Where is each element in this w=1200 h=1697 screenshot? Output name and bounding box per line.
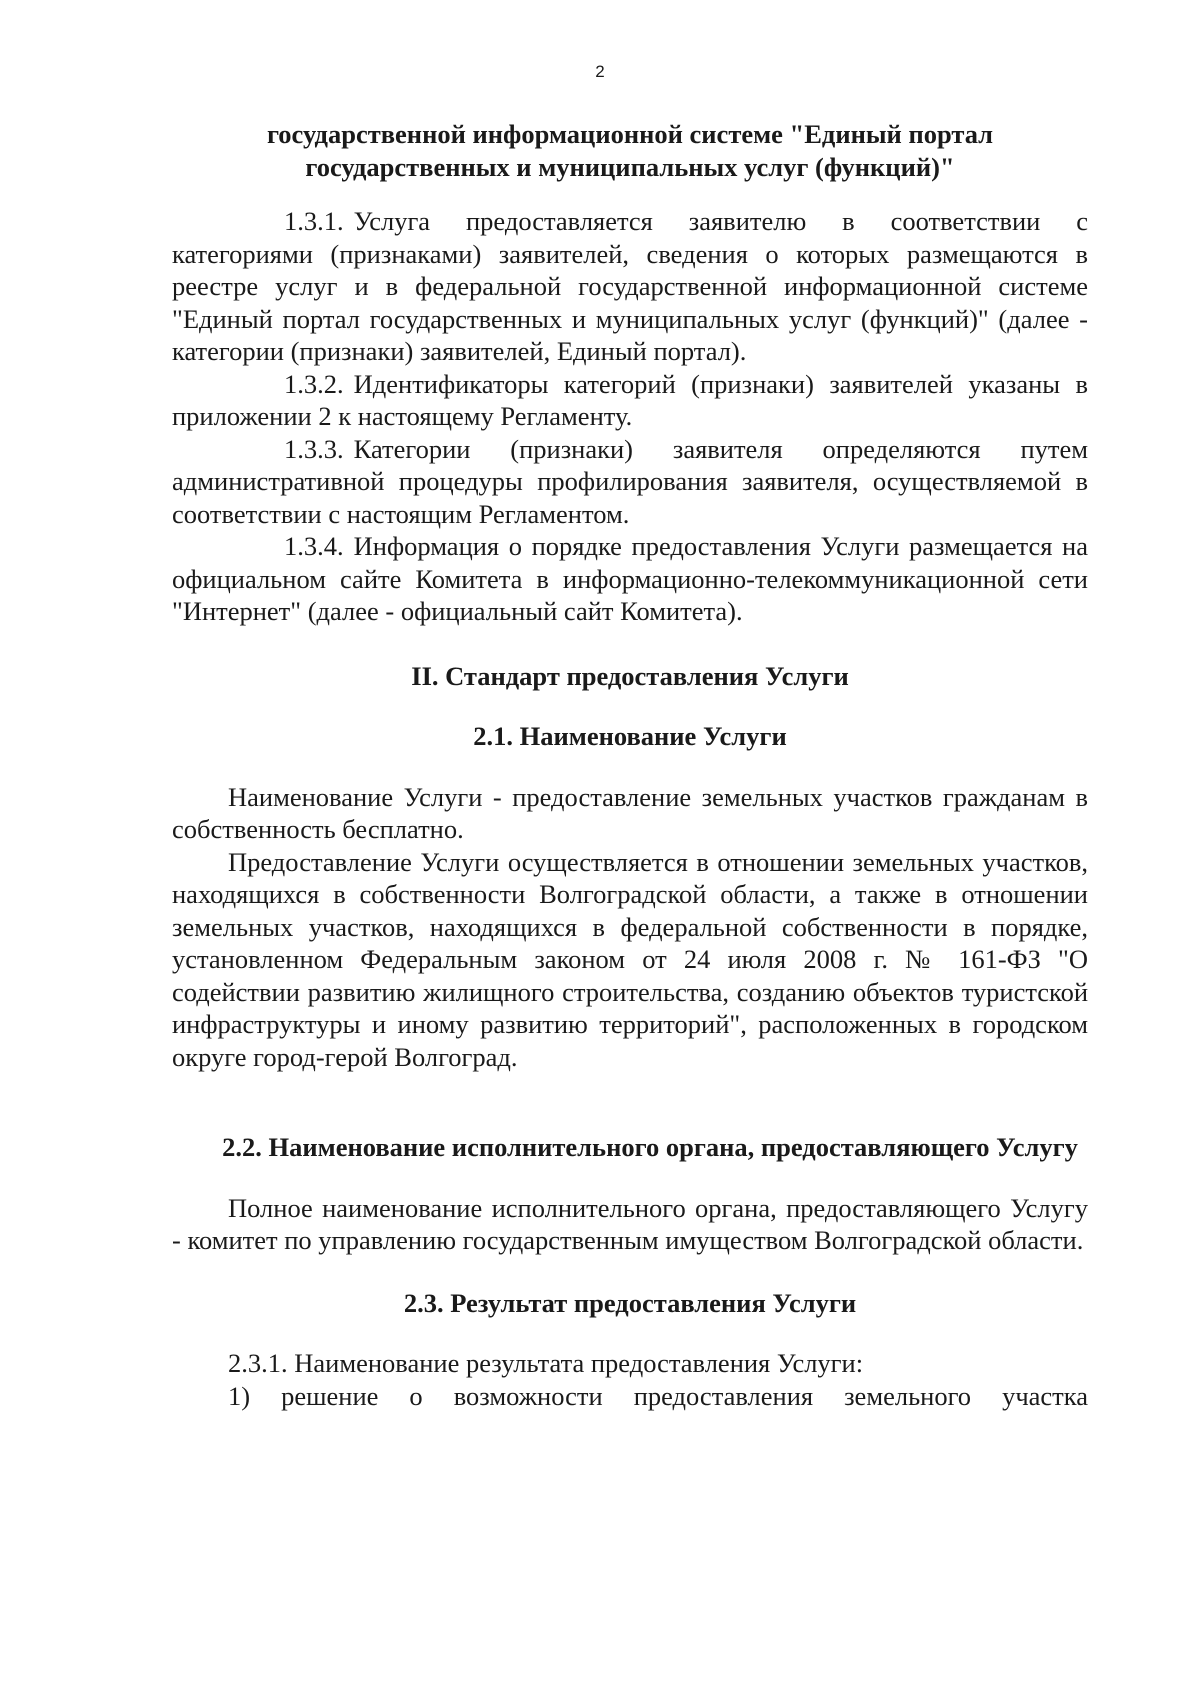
- clause-1-3-3: [172, 433, 1088, 531]
- subsection-2-1-title: 2.1. Наименование Услуги: [473, 721, 787, 751]
- clause-number: 1.3.2.: [284, 368, 344, 399]
- intro-heading: государственной информационной системе "Единый портал государственных и муниципальных услуг (функций)": [266, 119, 994, 182]
- clause-number: 1.3.3.: [284, 433, 344, 464]
- subsection-2-1-paragraph-2: Предоставление Услуги осуществляется в отношении земельных участков, находящихся в собственности Волгоградской области, а также в отношении земельных участков, находящихся в федеральной собственности в порядке, установленном Федеральным законом от 24 июля 2008 г. № 161-ФЗ "О содействии развитию жилищного строительства, созданию объектов туристской инфраструктуры и иному развитию территорий", расположенных в городском округе город-герой Волгоград.: [172, 846, 1088, 1072]
- clause-text: Информация о порядке предоставления Услуги размещается на официальном сайте Комитета в информационно-телекоммуникационной сети "Интернет" (далее - официальный сайт Комитета).: [172, 531, 1088, 626]
- clause-text: Идентификаторы категорий (признаки) заявителей указаны в приложении 2 к настоящему Регламенту.: [172, 368, 1088, 431]
- clause-1-3-2: [172, 368, 1088, 433]
- subsection-2-2-title: 2.2. Наименование исполнительного органа, предоставляющего Услугу: [222, 1132, 1078, 1162]
- subsection-2-3-paragraph-1: 2.3.1. Наименование результата предоставления Услуги:: [228, 1348, 864, 1378]
- clause-number: 1.3.1.: [284, 206, 344, 236]
- subsection-2-3-title: 2.3. Результат предоставления Услуги: [403, 1287, 857, 1318]
- subsection-2-3-paragraph-2: [172, 1380, 1088, 1413]
- clause-1-3-1: [172, 205, 1088, 368]
- document-body: [172, 118, 1088, 1412]
- result-item-text: 1) решение о возможности предоставления земельного участка: [228, 1380, 1088, 1411]
- subsection-2-2-paragraph-1: Полное наименование исполнительного органа, предоставляющего Услугу - комитет по управлению государственным имуществом Волгоградской области.: [172, 1192, 1088, 1255]
- section-2-title: II. Стандарт предоставления Услуги: [411, 660, 849, 691]
- clause-1-3-4: [172, 530, 1088, 628]
- clause-text: Услуга предоставляется заявителю в соответствии с категориями (признаками) заявителей, сведения о которых размещаются в реестре услуг и в федеральной государственной информационной системе "Единый портал государственных и муниципальных услуг (функций)" (далее - категории (признаки) заявителей, Единый портал).: [172, 206, 1088, 366]
- page-number: 2: [595, 62, 605, 81]
- subsection-2-1-paragraph-1: Наименование Услуги - предоставление земельных участков гражданам в собственность бесплатно.: [172, 781, 1088, 844]
- clause-text: Категории (признаки) заявителя определяются путем административной процедуры профилирования заявителя, осуществляемой в соответствии с настоящим Регламентом.: [172, 433, 1088, 529]
- clause-number: 1.3.4.: [284, 531, 344, 561]
